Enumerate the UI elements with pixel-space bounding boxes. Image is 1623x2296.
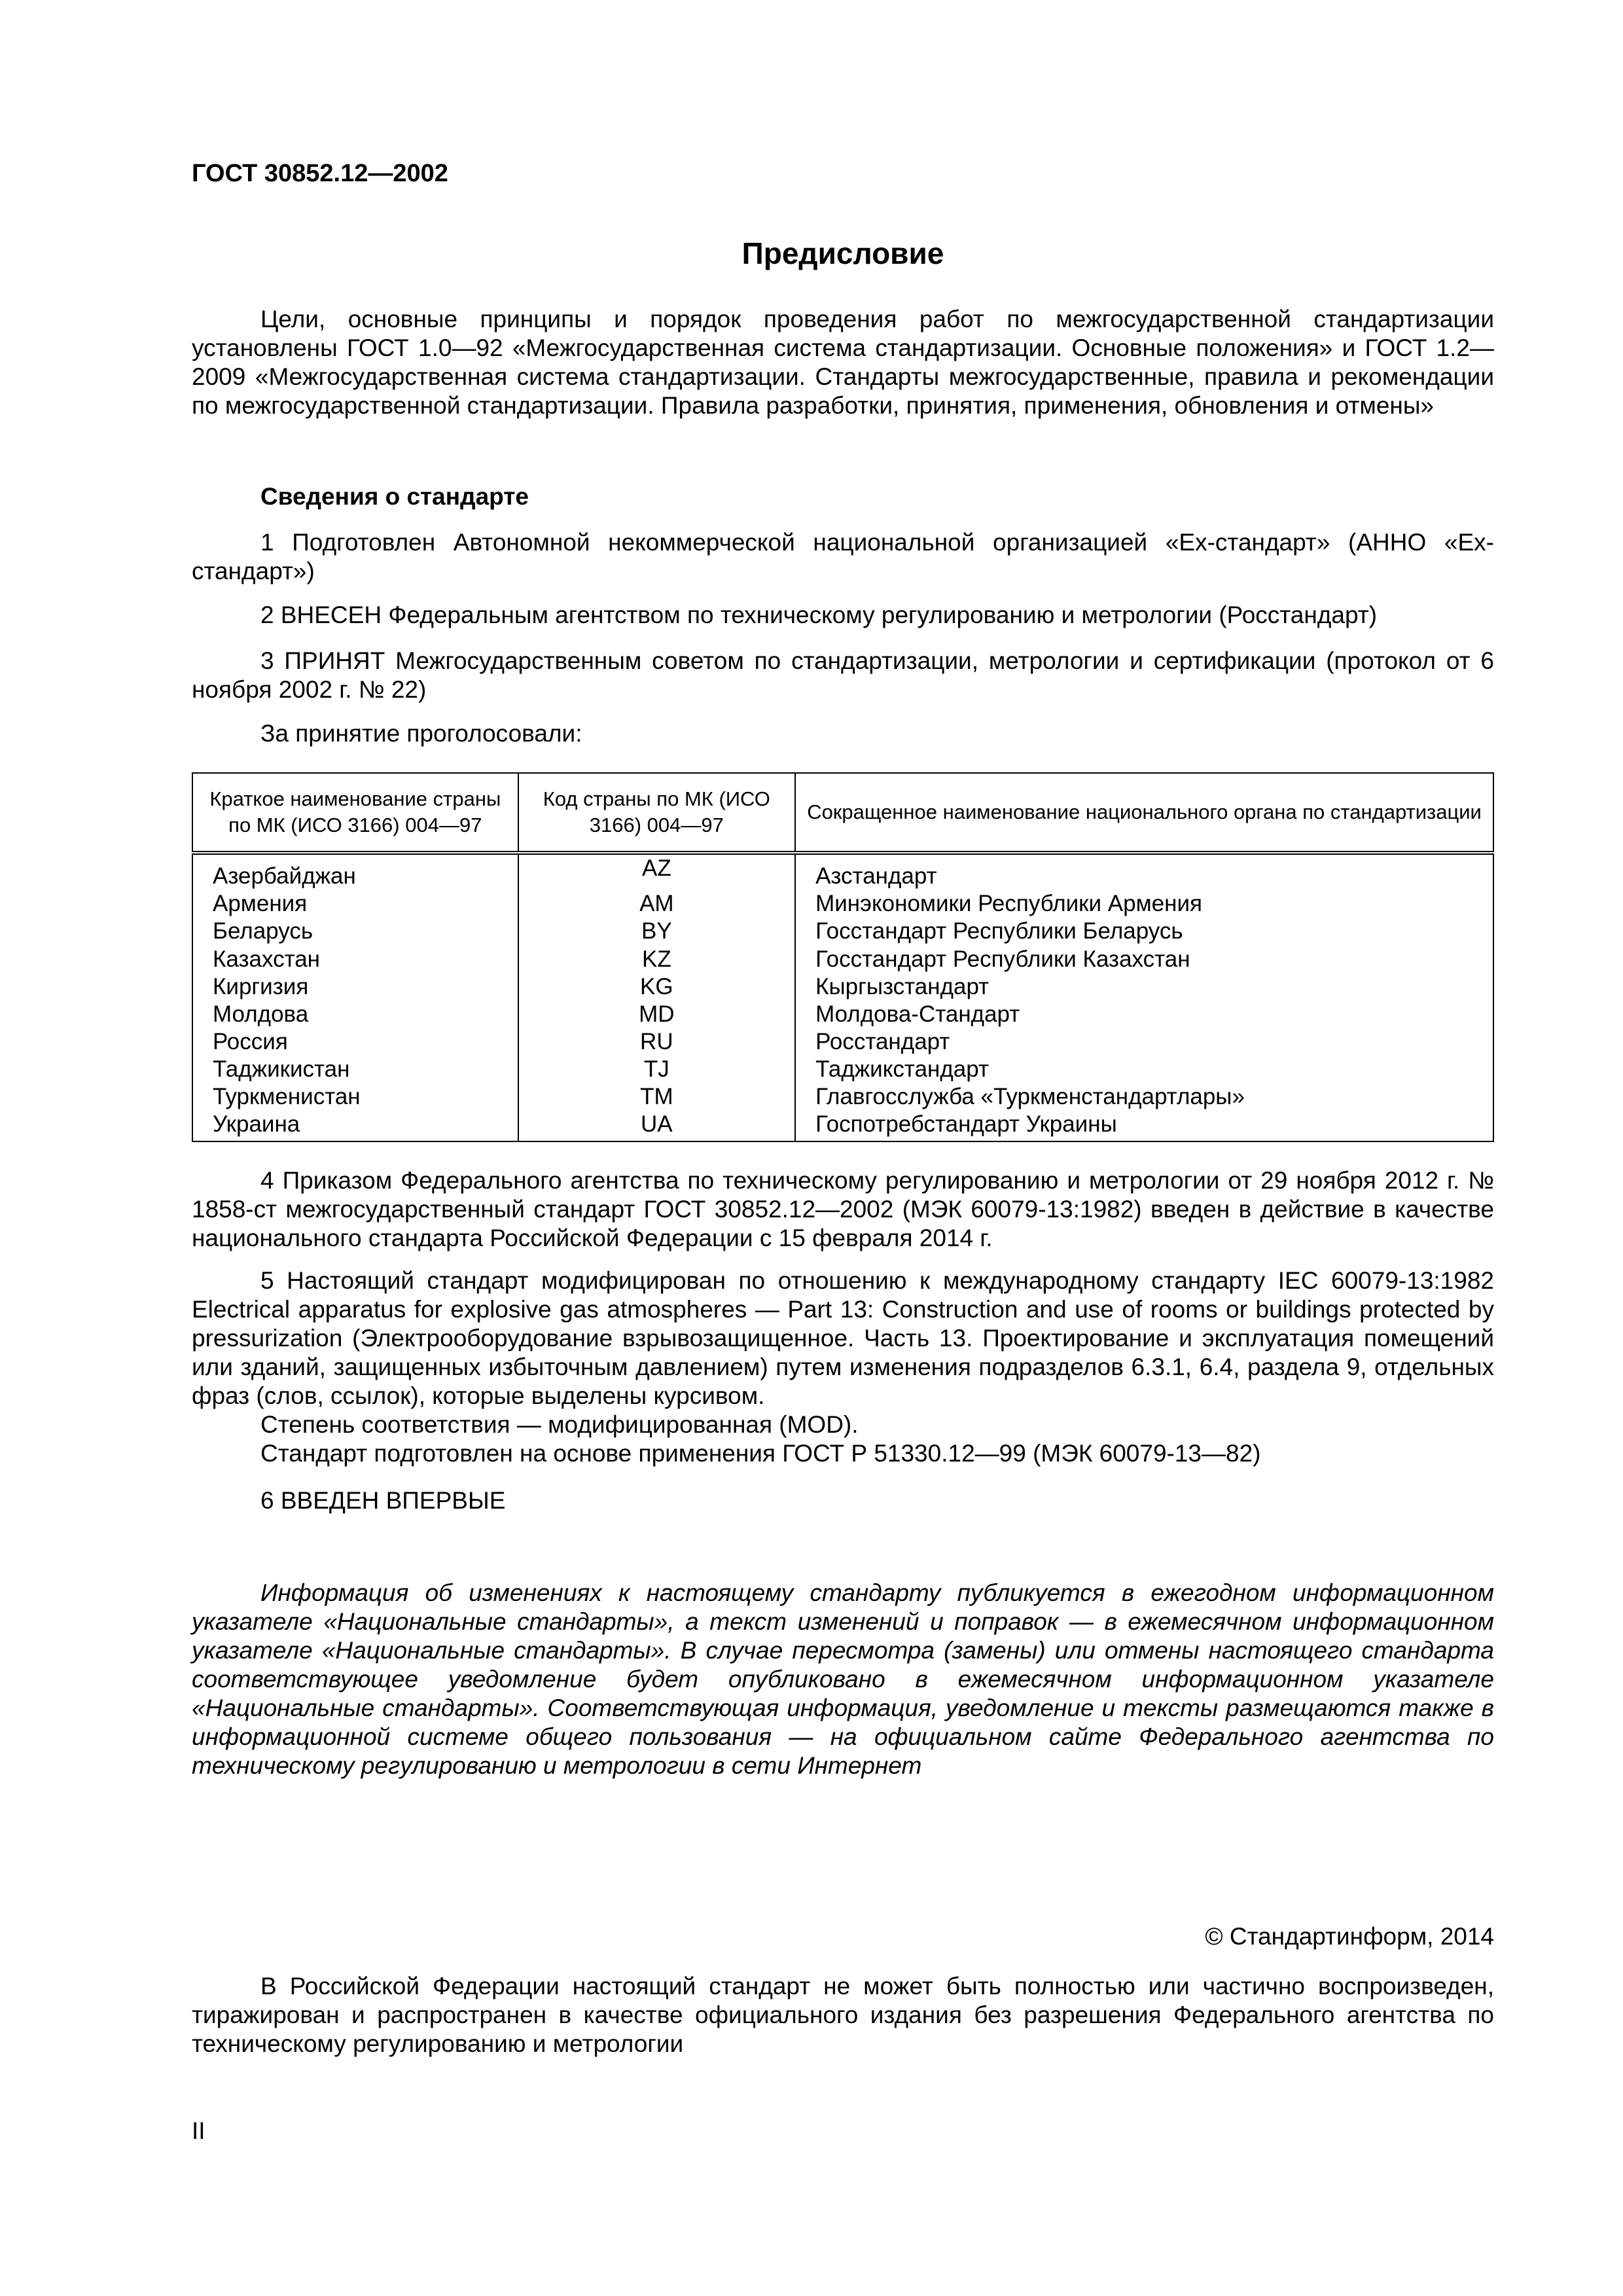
code-cell: MD	[518, 1001, 795, 1028]
item-2: 2 ВНЕСЕН Федеральным агентством по техническому регулированию и метрологии (Росстандарт)	[260, 601, 1378, 628]
country-cell: Казахстан	[192, 946, 518, 973]
item-6: 6 ВВЕДЕН ВПЕРВЫЕ	[260, 1487, 506, 1514]
body-cell: Таджикстандарт	[795, 1056, 1493, 1083]
item-3: 3 ПРИНЯТ Межгосударственным советом по стандартизации, метрологии и сертификации (протокол от 6 ноября 2002 г. № 22)	[192, 647, 1494, 703]
table-row	[192, 946, 1493, 973]
item-4: 4 Приказом Федерального агентства по техническому регулированию и метрологии от 29 ноября 2012 г. № 1858-ст межгосударственный стандарт ГОСТ 30852.12—2002 (МЭК 60079-13:1982) введен в действие в качестве национального стандарта Российской Федерации с 15 февраля 2014 г.	[192, 1167, 1494, 1251]
table-row	[192, 1111, 1493, 1141]
document-code: ГОСТ 30852.12—2002	[192, 160, 448, 187]
code-cell: TM	[518, 1083, 795, 1111]
page-number: II	[192, 2117, 205, 2144]
code-cell: UA	[518, 1111, 795, 1141]
country-cell: Туркменистан	[192, 1083, 518, 1111]
code-cell: KG	[518, 973, 795, 1001]
info-heading: Сведения о стандарте	[260, 483, 529, 510]
country-cell: Таджикистан	[192, 1056, 518, 1083]
body-cell: Росстандарт	[795, 1028, 1493, 1056]
copyright: © Стандартинформ, 2014	[1205, 1923, 1494, 1950]
code-cell: BY	[518, 918, 795, 945]
country-cell: Киргизия	[192, 973, 518, 1001]
reproduction-notice: В Российской Федерации настоящий стандарт не может быть полностью или частично воспроизведен, тиражирован и распространен в качестве официального издания без разрешения Федерального агентства по техническому регулированию и метрологии	[192, 1973, 1494, 2057]
table-row	[192, 853, 1493, 890]
table-row	[192, 1001, 1493, 1028]
body-cell: Кыргызстандарт	[795, 973, 1493, 1001]
table-row	[192, 918, 1493, 945]
notice-paragraph: Информация об изменениях к настоящему стандарту публикуется в ежегодном информационном указателе «Национальные стандарты», а текст изменений и поправок — в ежемесячном информационном указателе «Национальные стандарты». В случае пересмотра (замены) или отмены настоящего стандарта соответствующее уведомление будет опубликовано в ежемесячном информационном указателе «Национальные стандарты». Соответствующая информация, уведомление и тексты размещаются также в информационной системе общего пользования — на официальном сайте Федерального агентства по техническому регулированию и метрологии в сети Интернет	[192, 1579, 1494, 1779]
body-cell: Азстандарт	[795, 853, 1493, 890]
item-1: 1 Подготовлен Автономной некоммерческой национальной организацией «Ех-стандарт» (АННО «Ех-стандарт»)	[192, 529, 1494, 584]
code-cell: KZ	[518, 946, 795, 973]
header-body: Сокращенное наименование национального органа по стандартизации	[795, 773, 1493, 853]
item-5-basis: Стандарт подготовлен на основе применения ГОСТ Р 51330.12—99 (МЭК 60079-13—82)	[260, 1440, 1261, 1467]
header-code: Код страны по МК (ИСО 3166) 004—97	[518, 773, 795, 853]
code-cell: TJ	[518, 1056, 795, 1083]
table-row	[192, 973, 1493, 1001]
country-cell: Молдова	[192, 1001, 518, 1028]
item-5-degree: Степень соответствия — модифицированная (MOD).	[260, 1411, 859, 1438]
table-row	[192, 890, 1493, 918]
body-cell: Госстандарт Республики Беларусь	[795, 918, 1493, 945]
body-cell: Госпотребстандарт Украины	[795, 1111, 1493, 1141]
header-country: Краткое наименование страны по МК (ИСО 3166) 004—97	[192, 773, 518, 853]
country-cell: Армения	[192, 890, 518, 918]
table-row	[192, 1028, 1493, 1056]
intro-paragraph: Цели, основные принципы и порядок проведения работ по межгосударственной стандартизации установлены ГОСТ 1.0—92 «Межгосударственная система стандартизации. Основные положения» и ГОСТ 1.2—2009 «Межгосударственная система стандартизации. Стандарты межгосударственные, правила и рекомендации по межгосударственной стандартизации. Правила разработки, принятия, применения, обновления и отмены»	[192, 306, 1494, 419]
table-header-row	[192, 773, 1493, 853]
table-row	[192, 1056, 1493, 1083]
body-cell: Молдова-Стандарт	[795, 1001, 1493, 1028]
page-title: Предисловие	[741, 236, 944, 270]
table-row	[192, 1083, 1493, 1111]
voting-table	[192, 772, 1494, 1142]
country-cell: Украина	[192, 1111, 518, 1141]
body-cell: Главгосслужба «Туркменстандартлары»	[795, 1083, 1493, 1111]
voted-label: За принятие проголосовали:	[260, 720, 582, 747]
code-cell: AM	[518, 890, 795, 918]
country-cell: Россия	[192, 1028, 518, 1056]
body-cell: Госстандарт Республики Казахстан	[795, 946, 1493, 973]
body-cell: Минэкономики Республики Армения	[795, 890, 1493, 918]
country-cell: Беларусь	[192, 918, 518, 945]
code-cell: AZ	[518, 853, 795, 890]
item-5: 5 Настоящий стандарт модифицирован по отношению к международному стандарту IEC 60079-13:1982 Electrical apparatus for explosive gas atmospheres — Part 13: Construction and use of rooms or buildings protected by pressurization (Электрооборудование взрывозащищенное. Часть 13. Проектирование и эксплуатация помещений или зданий, защищенных избыточным давлением) путем изменения подразделов 6.3.1, 6.4, раздела 9, отдельных фраз (слов, ссылок), которые выделены курсивом.	[192, 1267, 1494, 1409]
country-cell: Азербайджан	[192, 853, 518, 890]
code-cell: RU	[518, 1028, 795, 1056]
